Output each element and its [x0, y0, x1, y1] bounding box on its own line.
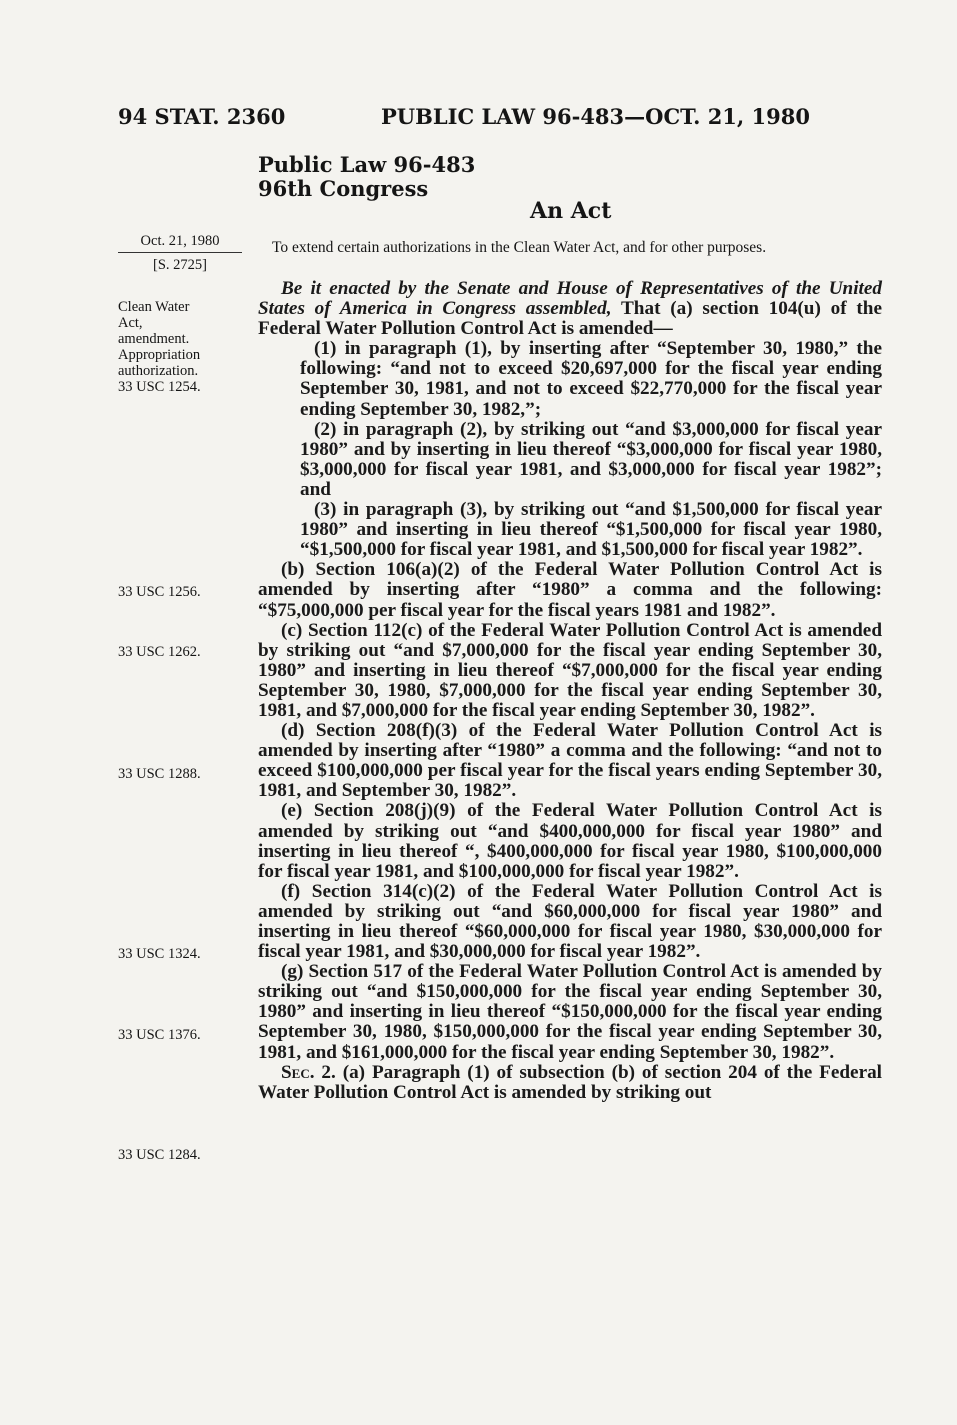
paragraph-3: (3) in paragraph (3), by striking out “and $1,500,000 for fiscal year 1980” and inserting in lieu thereof “$1,500,000 for fiscal year 1980, “$1,500,000 for fiscal year 1981, and $1,500,000 for fiscal year 1982”.: [300, 499, 882, 561]
enacting-formula: Be it enacted by the Senate and House of Representatives of the United States of America in Congress assembled,: [258, 278, 882, 320]
section-2-label: Sec. 2.: [281, 1061, 336, 1083]
act-purpose: To extend certain authorizations in the Clean Water Act, and for other purposes.: [272, 239, 767, 256]
subsection-e: (e) Section 208(j)(9) of the Federal Water Pollution Control Act is amended by striking out “and $400,000,000 for fiscal year 1980” and inserting in lieu thereof “, $400,000,000 for fiscal year 1980, $100,000,000 for fiscal year 1981, and $100,000,000 for fiscal year 1982”.: [258, 800, 882, 882]
act-body: [258, 279, 882, 1103]
an-act-heading: An Act: [530, 198, 612, 224]
subsection-f: (f) Section 314(c)(2) of the Federal Water Pollution Control Act is amended by striking out “and $60,000,000 for fiscal year 1980” and inserting in lieu thereof “$60,000,000 for fiscal year 1980, $30,000,000 for fiscal year 1981, and $30,000,000 for fiscal year 1982”.: [258, 880, 882, 963]
section-2: [258, 1063, 882, 1103]
margin-usc-citation: 33 USC 1376.: [118, 1027, 201, 1043]
bleed-through-text: [140, 150, 144, 170]
margin-note: 33 USC 1254.: [118, 379, 201, 395]
law-title-block: [258, 153, 475, 201]
margin-note: authorization.: [118, 363, 199, 379]
enacting-clause: [258, 279, 882, 339]
statute-page-number: 94 STAT. 2360: [118, 104, 286, 129]
margin-note: Clean Water: [118, 299, 190, 315]
public-law-number: Public Law 96-483: [258, 152, 476, 177]
approval-date: Oct. 21, 1980: [118, 233, 242, 253]
bill-number: [S. 2725]: [153, 257, 207, 273]
margin-usc-citation: 33 USC 1288.: [118, 766, 201, 782]
margin-usc-citation: 33 USC 1256.: [118, 584, 201, 600]
paragraph-1: (1) in paragraph (1), by inserting after “September 30, 1980,” the following: “and not to exceed $20,697,000 for the fiscal year ending September 30, 1981, and not to exceed $22,770,000 for the fiscal year ending September 30, 1982,”;: [300, 338, 882, 420]
margin-usc-citation: 33 USC 1262.: [118, 644, 201, 660]
running-header: PUBLIC LAW 96-483—OCT. 21, 1980: [381, 104, 810, 129]
margin-usc-citation: 33 USC 1284.: [118, 1147, 201, 1163]
margin-notes: [118, 299, 201, 395]
margin-note: Act,: [118, 315, 143, 331]
section-1a-intro: That (a) section 104(u) of the Federal Water Pollution Control Act is amended—: [258, 298, 882, 340]
subsection-b: (b) Section 106(a)(2) of the Federal Water Pollution Control Act is amended by inserting after “1980” a comma and the following: “$75,000,000 per fiscal year for the fiscal years 1981 and 1982”.: [258, 559, 882, 621]
congress-number: 96th Congress: [258, 176, 429, 201]
margin-note: amendment.: [118, 331, 190, 347]
paragraph-2: (2) in paragraph (2), by striking out “and $3,000,000 for fiscal year 1980” and by inserting in lieu thereof “$3,000,000 for fiscal year 1980, $3,000,000 for fiscal year 1981, and $3,000,000 for fiscal year 1982”; and: [300, 418, 882, 500]
margin-date-block: [118, 233, 242, 274]
subsection-g: (g) Section 517 of the Federal Water Pollution Control Act is amended by striking out “and $150,000,000 for the fiscal year ending September 30, 1980” and inserting in lieu thereof “$150,000,000 for the fiscal year ending September 30, 1980, $150,000,000 for the fiscal year ending September 30, 1981, and $161,000,000 for the fiscal year ending September 30, 1982”.: [258, 961, 882, 1063]
margin-usc-citation: 33 USC 1324.: [118, 946, 201, 962]
margin-note: Appropriation: [118, 347, 201, 363]
subsection-c: (c) Section 112(c) of the Federal Water Pollution Control Act is amended by striking out “and $7,000,000 for the fiscal year ending September 30, 1980” and inserting in lieu thereof “$7,000,000 for the fiscal year ending September 30, 1980, $7,000,000 for the fiscal year ending September 30, 1981, and $7,000,000 for the fiscal year ending September 30, 1982”.: [258, 619, 882, 721]
subsection-d: (d) Section 208(f)(3) of the Federal Water Pollution Control Act is amended by inserting after “1980” a comma and the following: “and not to exceed $100,000,000 per fiscal year for the fiscal years ending September 30, 1981, and September 30, 1982”.: [258, 720, 882, 802]
section-2-text: (a) Paragraph (1) of subsection (b) of section 204 of the Federal Water Pollution Control Act is amended by striking out: [258, 1061, 883, 1103]
